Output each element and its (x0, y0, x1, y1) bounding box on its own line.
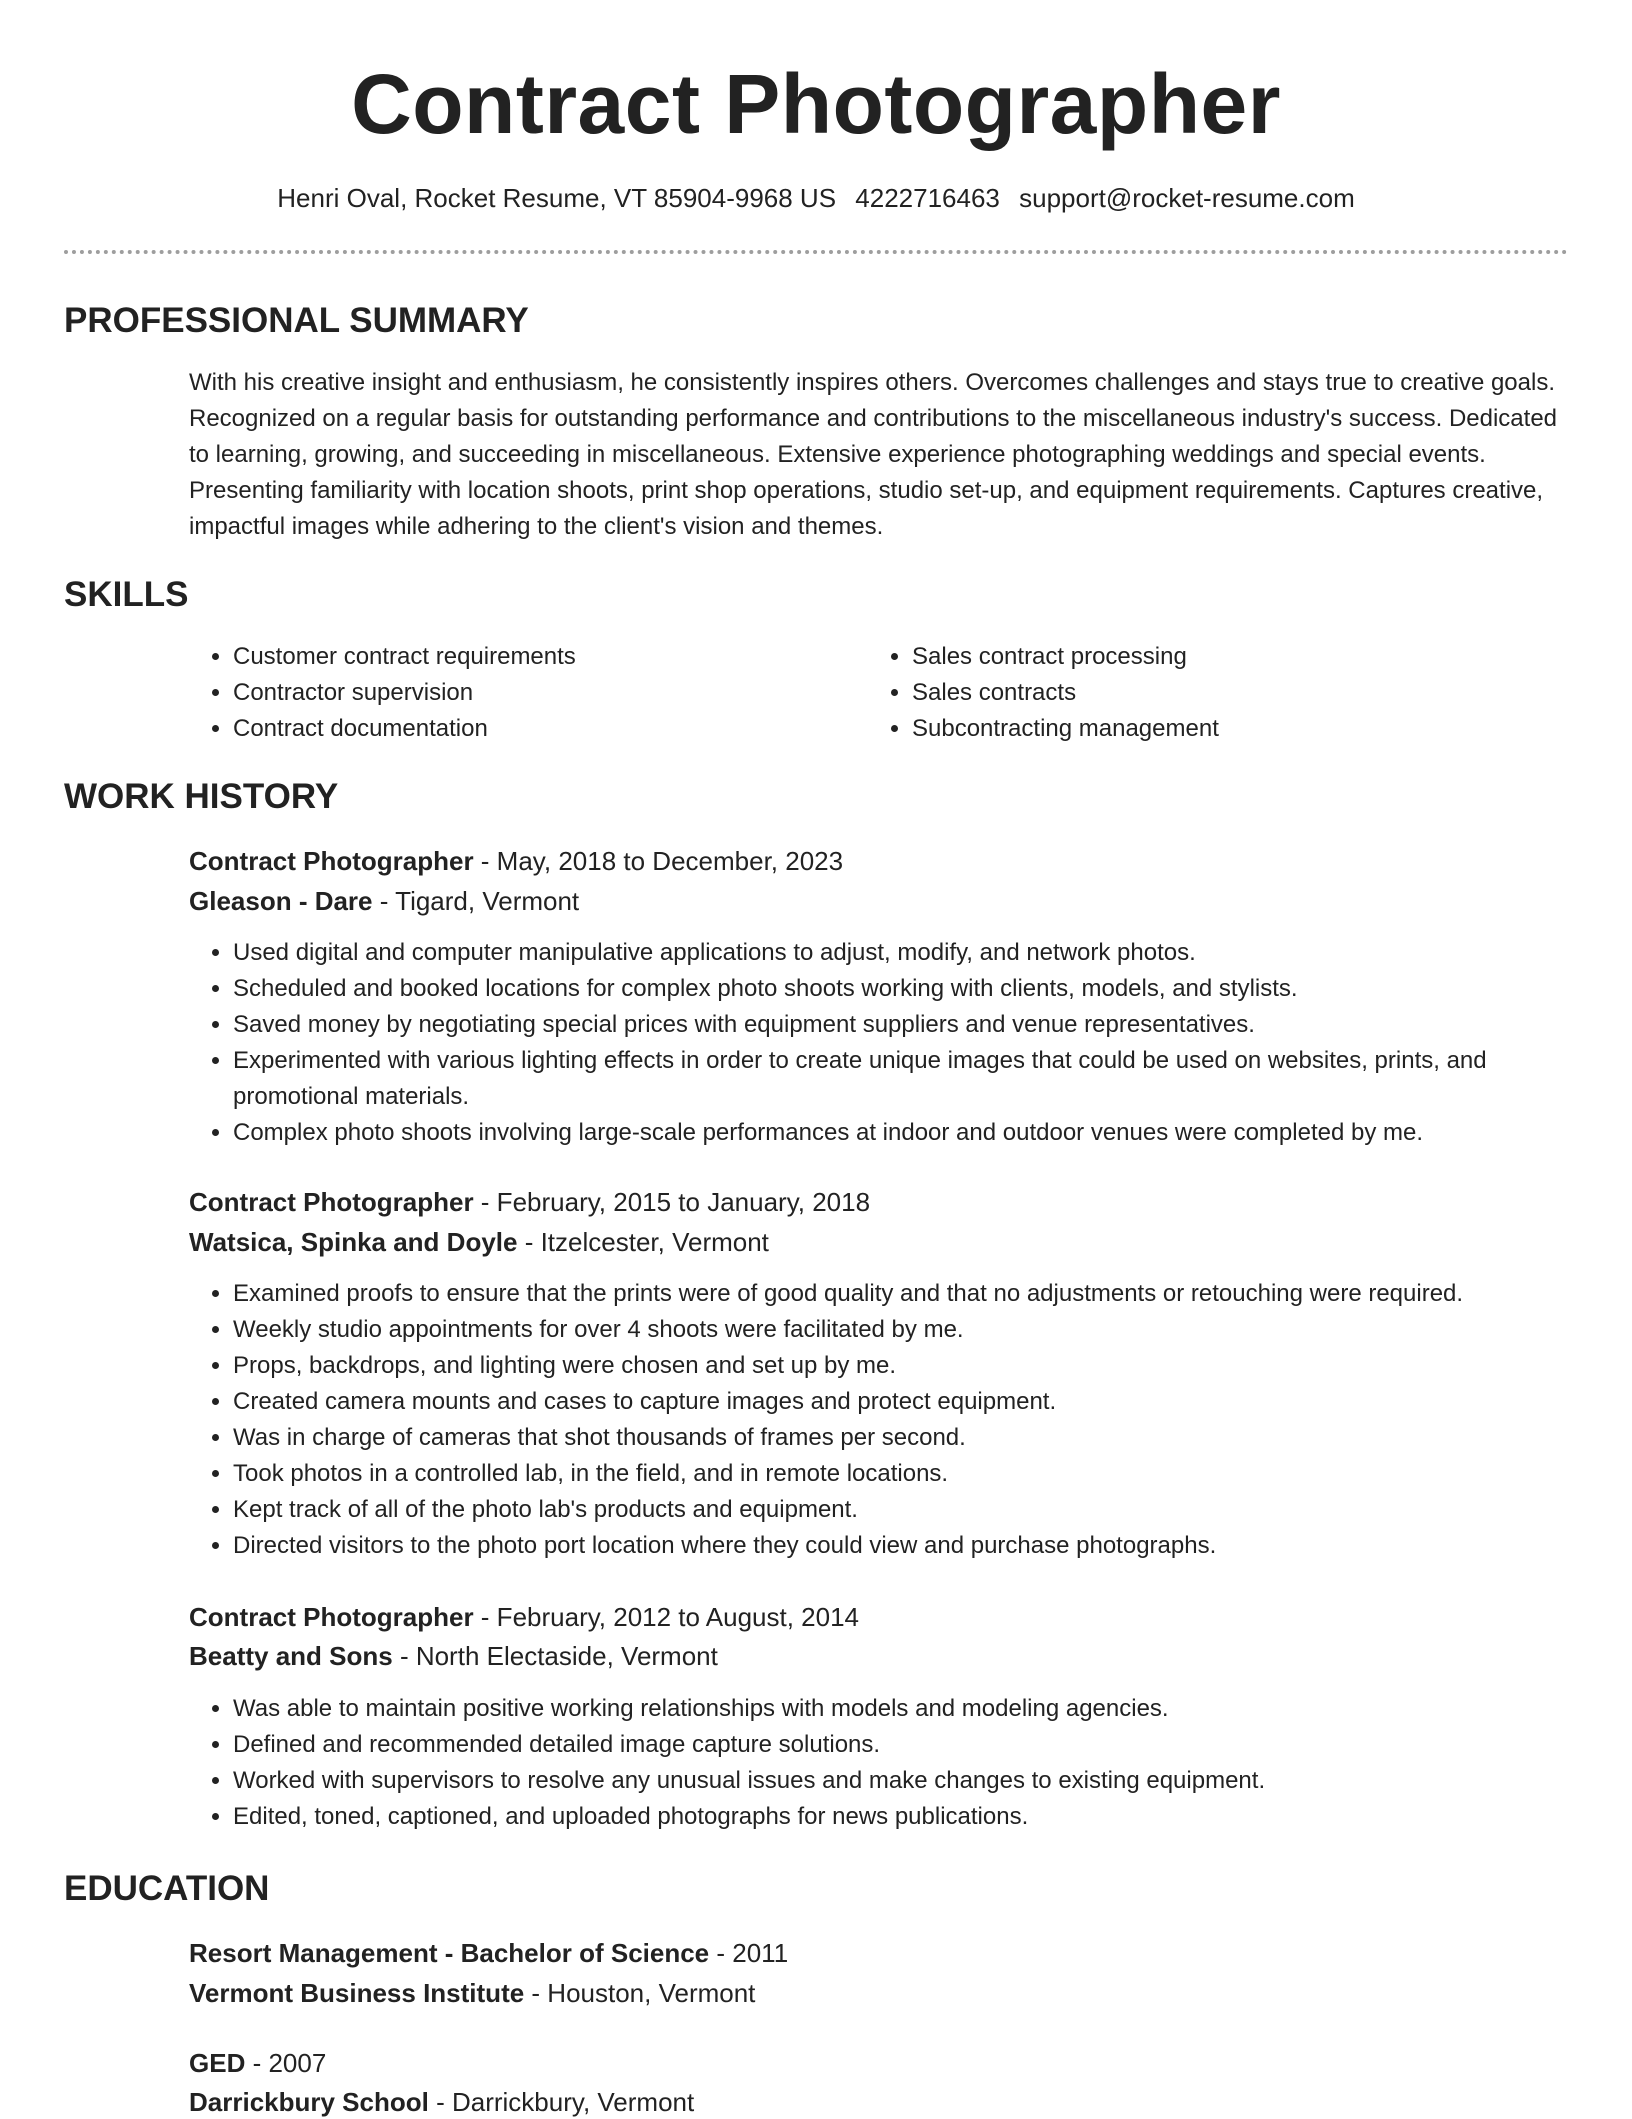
education-school-line (189, 2085, 694, 2119)
job-dates: - May, 2018 to December, 2023 (473, 846, 844, 876)
job-company: Watsica, Spinka and Doyle (189, 1227, 518, 1257)
education-school-line (189, 1976, 755, 2010)
job-bullets (189, 1691, 1613, 1835)
job-bullet: • Used digital and computer manipulative applications to adjust, modify, and network photos. (233, 935, 1613, 971)
job-bullet: • Was in charge of cameras that shot thousands of frames per second. (233, 1420, 1613, 1456)
job-position: Contract Photographer (189, 1602, 474, 1632)
education-location: - Houston, Vermont (524, 1978, 756, 2008)
contact-phone: 4222716463 (855, 183, 1000, 213)
education-school: Vermont Business Institute (189, 1978, 525, 2008)
work-history-heading: WORK HISTORY (64, 777, 339, 816)
job-location: - Tigard, Vermont (372, 886, 580, 916)
job-company-line (189, 884, 579, 918)
job-company: Gleason - Dare (189, 886, 373, 916)
job-bullets (189, 1276, 1613, 1564)
job-title-line (189, 1600, 859, 1634)
job-bullet: • Created camera mounts and cases to capture images and protect equipment. (233, 1384, 1613, 1420)
job-company: Beatty and Sons (189, 1641, 393, 1671)
education-degree: Resort Management - Bachelor of Science (189, 1938, 710, 1968)
skills-list-left (189, 639, 853, 747)
resume-name: Contract Photographer (351, 57, 1281, 151)
summary-text: With his creative insight and enthusiasm, he consistently inspires others. Overcomes challenges and stays true to creative goals. Recognized on a regular basis for outstanding performance and contributions to the miscellaneous industry's success. Dedicated to learning, growing, and succeeding in miscellaneous. Extensive experience photographing weddings and special events. Presenting familiarity with location shoots, print shop operations, studio set-up, and equipment requirements. Captures creative, impactful images while adhering to the client's vision and themes. (189, 369, 1558, 540)
job-bullet: • Took photos in a controlled lab, in the field, and in remote locations. (233, 1456, 1613, 1492)
job-dates: - February, 2012 to August, 2014 (473, 1602, 860, 1632)
skills-heading: SKILLS (64, 575, 189, 614)
job-company-line (189, 1639, 718, 1673)
contact-address: Henri Oval, Rocket Resume, VT 85904-9968 US (277, 183, 837, 213)
job-dates: - February, 2015 to January, 2018 (473, 1187, 871, 1217)
job-bullet: • Scheduled and booked locations for complex photo shoots working with clients, models, and stylists. (233, 971, 1613, 1007)
job-bullet: • Edited, toned, captioned, and uploaded photographs for news publications. (233, 1799, 1613, 1835)
job-location: - North Electaside, Vermont (392, 1641, 718, 1671)
job-bullet: • Directed visitors to the photo port location where they could view and purchase photographs. (233, 1528, 1613, 1564)
skill-item: • Contract documentation (233, 711, 853, 747)
job-bullet: • Kept track of all of the photo lab's products and equipment. (233, 1492, 1613, 1528)
job-bullet: • Complex photo shoots involving large-scale performances at indoor and outdoor venues were completed by me. (233, 1115, 1613, 1151)
job-title-line (189, 1185, 870, 1219)
job-position: Contract Photographer (189, 1187, 474, 1217)
job-company-line (189, 1225, 769, 1259)
skill-item: • Customer contract requirements (233, 639, 853, 675)
job-bullet: • Saved money by negotiating special prices with equipment suppliers and venue representatives. (233, 1007, 1613, 1043)
skill-item: • Sales contract processing (912, 639, 1532, 675)
contact-line (0, 182, 1632, 214)
education-school: Darrickbury School (189, 2087, 429, 2117)
skill-item: • Sales contracts (912, 675, 1532, 711)
job-bullet: • Experimented with various lighting effects in order to create unique images that could be used on websites, prints, and promotional materials. (233, 1043, 1613, 1115)
skills-list-right (868, 639, 1532, 747)
contact-email: support@rocket-resume.com (1019, 183, 1355, 213)
job-title-line (189, 844, 843, 878)
education-heading: EDUCATION (64, 1869, 270, 1908)
job-bullet: • Weekly studio appointments for over 4 shoots were facilitated by me. (233, 1312, 1613, 1348)
job-bullet: • Examined proofs to ensure that the prints were of good quality and that no adjustments or retouching were required. (233, 1276, 1613, 1312)
education-degree-line (189, 1936, 788, 1970)
job-bullet: • Was able to maintain positive working relationships with models and modeling agencies. (233, 1691, 1613, 1727)
job-bullets (189, 935, 1613, 1151)
education-degree: GED (189, 2048, 246, 2078)
education-year: - 2007 (245, 2048, 327, 2078)
job-bullet: • Props, backdrops, and lighting were chosen and set up by me. (233, 1348, 1613, 1384)
summary-heading: PROFESSIONAL SUMMARY (64, 301, 529, 340)
skill-item: • Contractor supervision (233, 675, 853, 711)
job-bullet: • Worked with supervisors to resolve any unusual issues and make changes to existing equipment. (233, 1763, 1613, 1799)
job-bullet: • Defined and recommended detailed image capture solutions. (233, 1727, 1613, 1763)
education-location: - Darrickbury, Vermont (428, 2087, 695, 2117)
education-year: - 2011 (709, 1938, 789, 1968)
education-degree-line (189, 2046, 326, 2080)
header-divider (64, 250, 1568, 254)
skill-item: • Subcontracting management (912, 711, 1532, 747)
job-position: Contract Photographer (189, 846, 474, 876)
job-location: - Itzelcester, Vermont (517, 1227, 769, 1257)
